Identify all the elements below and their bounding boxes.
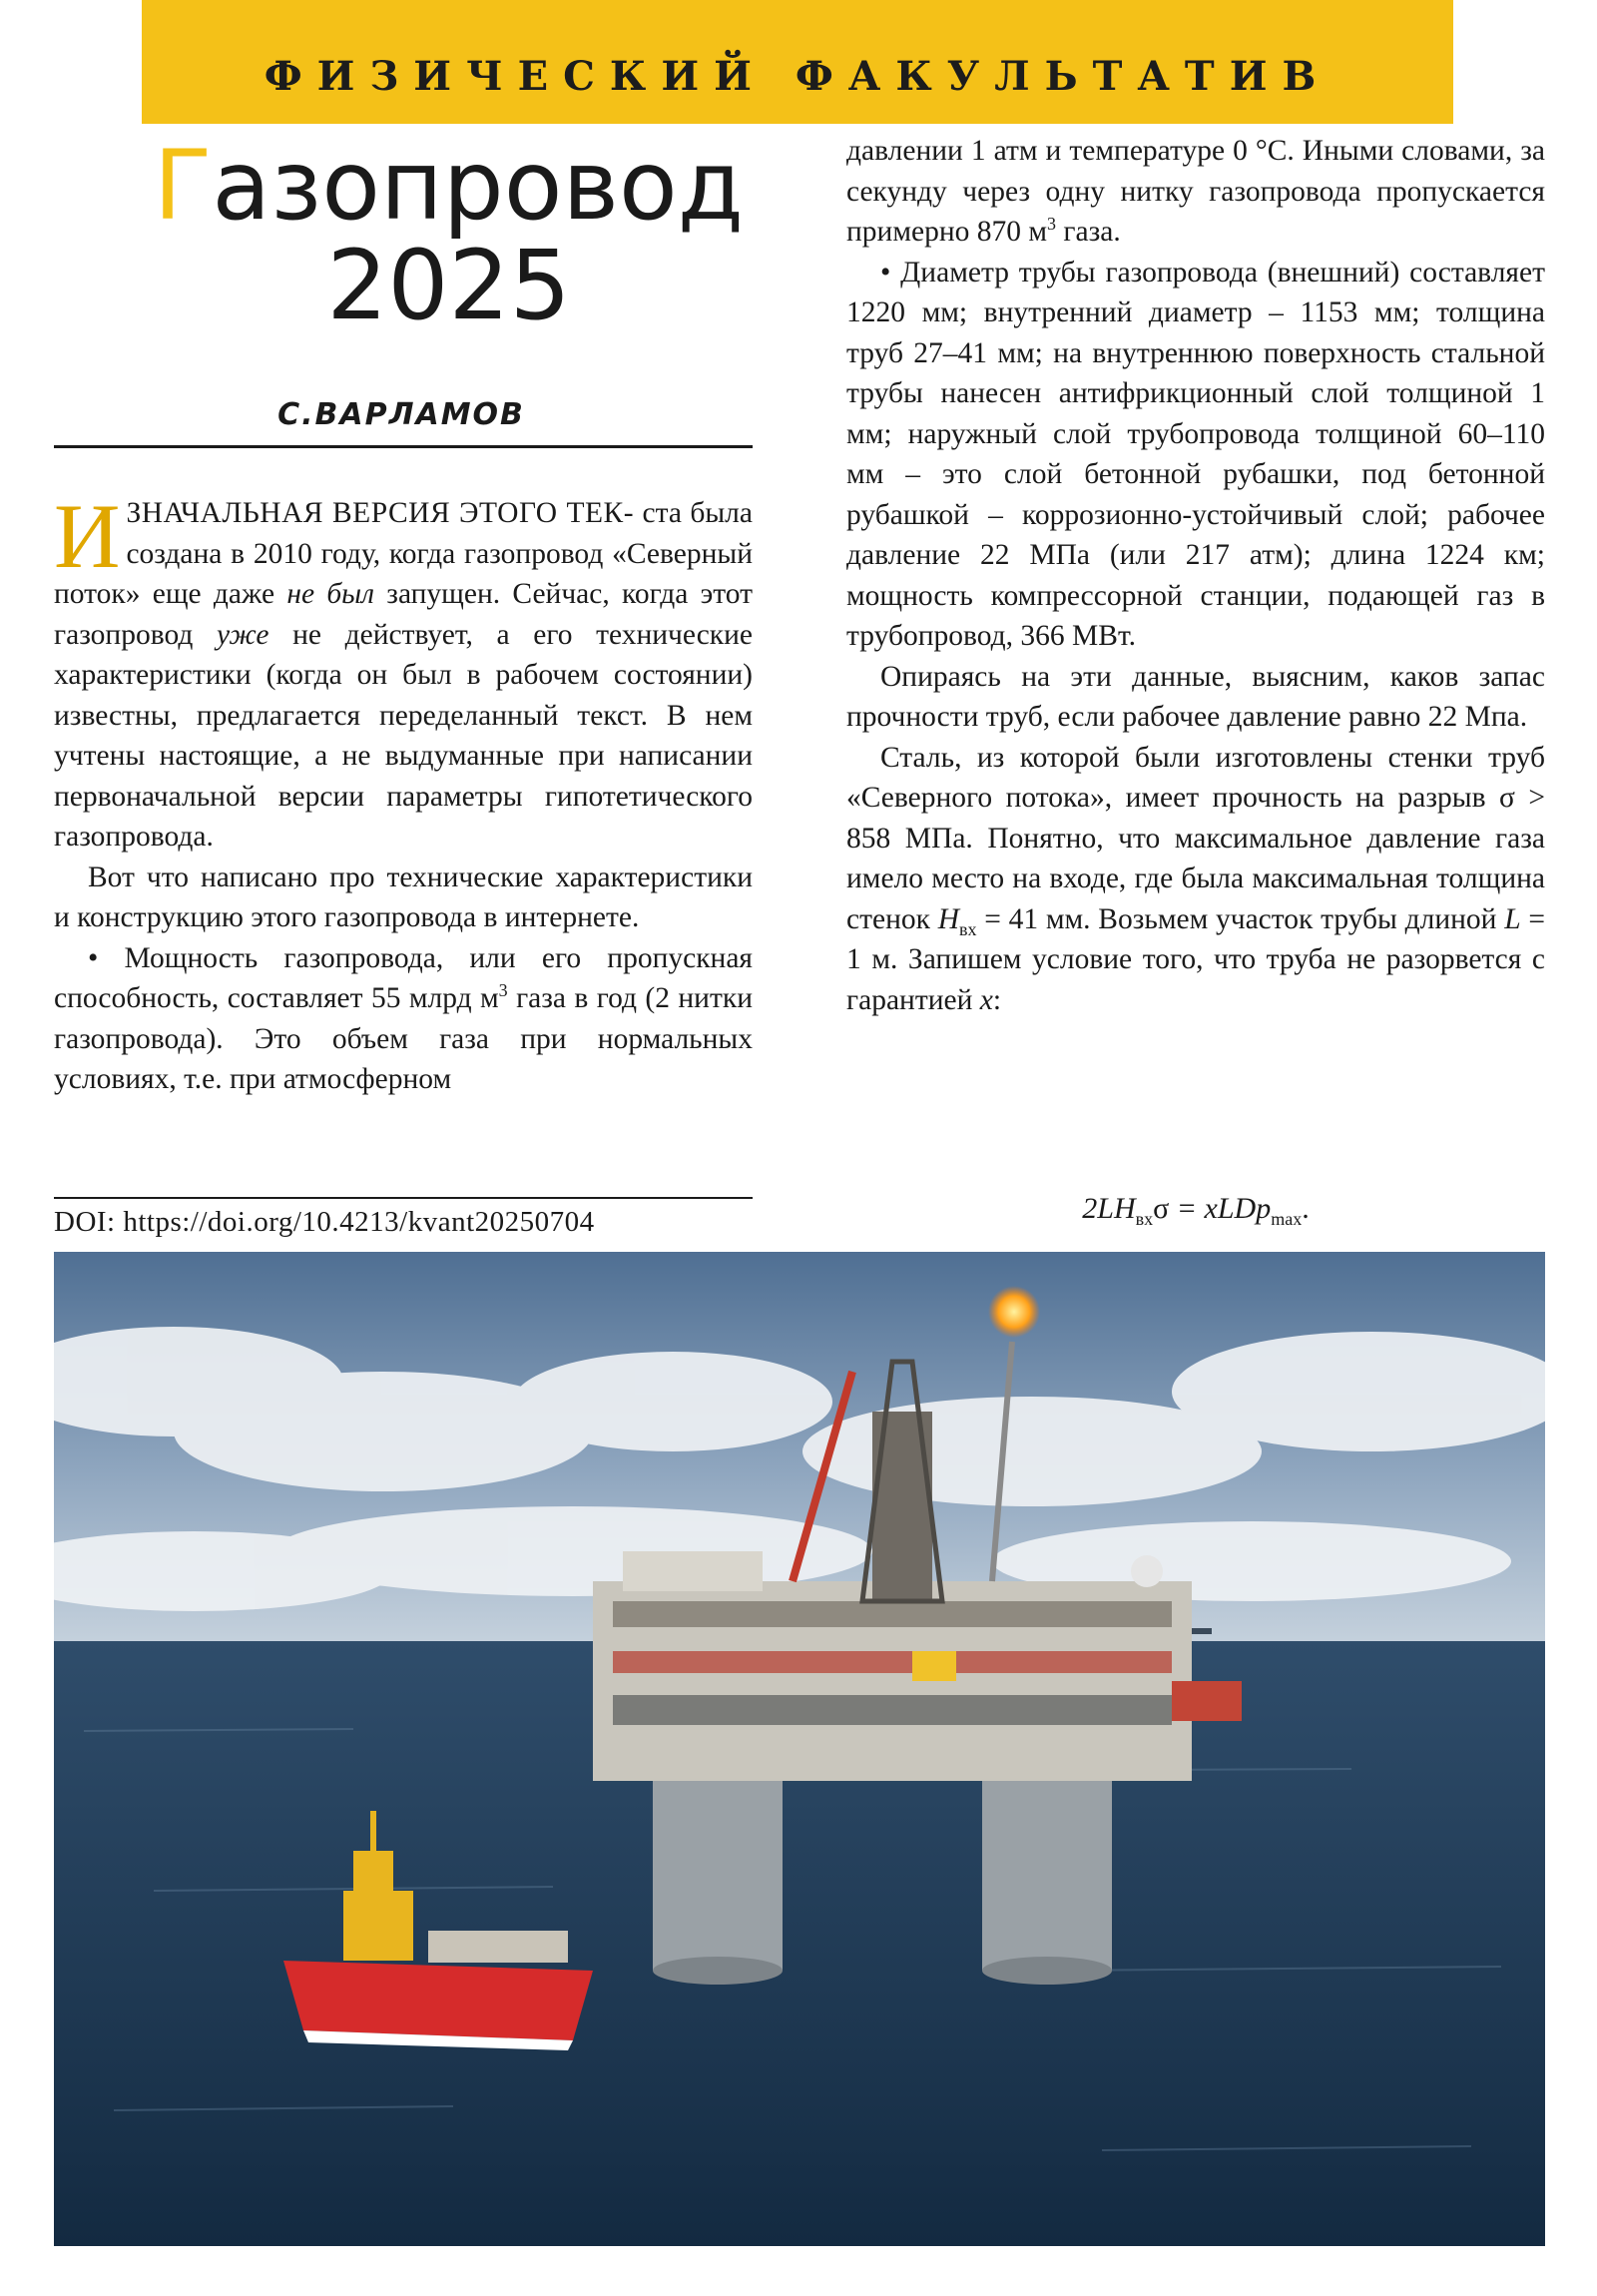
right-paragraph-2: • Диаметр трубы газопровода (внешний) составляет 1220 мм; внутренний диаметр – 1153 мм; толщина труб 27–41 мм; на внутреннюю поверхность стальной трубы нанесен антифрикционный слой толщиной 1 мм; наружный слой трубопровода толщиной 60–110 мм – это слой бетонной рубашки, под бетонной рубашкой – коррозионно-устойчивый слой; рабочее давление 22 МПа (или 217 атм); длина 1224 км; мощность компрессорной станции, подающей газ в трубопровод, 366 МВт.: [846, 256, 1545, 652]
doi-link[interactable]: DOI: https://doi.org/10.4213/kvant20250704: [54, 1206, 595, 1238]
title-word: азопровод: [212, 130, 745, 242]
rp4-L: L: [1504, 902, 1521, 935]
intro-text-c: не действует, а его технические характеристики (когда он был в рабочем состоянии) известны, предлагается переделанный текст. В нем учтены настоящие, а не выдуманные при написании первоначальной версии параметры гипотетического газопровода.: [54, 618, 753, 853]
right-paragraph-1: [846, 131, 1545, 253]
doi-rule: [54, 1197, 753, 1199]
intro-caps: ЗНАЧАЛЬНАЯ ВЕРСИЯ ЭТОГО ТЕК-: [126, 497, 635, 529]
intro-text-a: ста была создана в 2010 году, когда газопровод «Северный поток» еще даже: [54, 497, 753, 610]
rp1-text-b: газа.: [1056, 216, 1121, 248]
rp4-x: x: [979, 983, 993, 1016]
formula-sigma: σ: [1153, 1192, 1170, 1225]
p3-text-a: • Мощность газопровода, или его пропускная способность, составляет 55 млрд м: [54, 941, 753, 1014]
intro-em-1: не был: [286, 578, 375, 610]
title-year: 2025: [326, 230, 571, 341]
right-column: [846, 131, 1545, 1020]
article-title: [142, 130, 756, 341]
section-banner: [142, 0, 1453, 124]
intro-em-2: уже: [216, 618, 269, 651]
rp4-sub: вх: [959, 918, 977, 939]
paragraph-2: Вот что написано про технические характеристики и конструкцию этого газопровода в интернете.: [54, 861, 753, 933]
formula-sub-2: max: [1271, 1209, 1303, 1229]
rp4-text-a: Сталь, из которой были изготовлены стенки труб «Северного потока», имеет прочность на разрыв σ > 858 МПа. Понятно, что максимальное давление газа имело место на входе, где была максимальная толщина стенок: [846, 741, 1545, 935]
rp4-text-d: :: [992, 983, 1002, 1016]
author-rule: [54, 445, 753, 448]
drop-cap: И: [54, 485, 121, 587]
platform-photo: [54, 1252, 1545, 2246]
right-paragraph-4: [846, 738, 1545, 1021]
rp1-text-a: давлении 1 атм и температуре 0 °C. Иными словами, за секунду через одну нитку газопровода пропускается примерно 870 м: [846, 135, 1545, 248]
rp1-sup: 3: [1047, 214, 1057, 235]
title-initial: Г: [153, 130, 213, 242]
formula-c: .: [1302, 1192, 1310, 1225]
formula-b: = xLDp: [1169, 1192, 1272, 1225]
paragraph-3: [54, 938, 753, 1100]
section-title: ФИЗИЧЕСКИЙ ФАКУЛЬТАТИВ: [264, 52, 1331, 100]
rp4-text-b: = 41 мм. Возьмем участок трубы длиной: [976, 902, 1505, 935]
p3-sup: 3: [498, 980, 508, 1001]
rp4-text-c: = 1 м. Запишем условие того, что труба не разорвется с гарантией: [846, 902, 1545, 1016]
intro-text-b: запущен. Сейчас, когда этот газопровод: [54, 578, 753, 651]
formula-sub-1: вх: [1135, 1209, 1154, 1229]
author-name: С.ВАРЛАМОВ: [277, 397, 525, 432]
formula-a: 2LH: [1082, 1192, 1136, 1225]
formula: [846, 1192, 1545, 1229]
right-paragraph-3: Опираясь на эти данные, выясним, каков запас прочности труб, если рабочее давление равно 22 Мпа.: [846, 660, 1545, 733]
rp4-H: H: [937, 902, 959, 935]
intro-paragraph: [54, 485, 753, 858]
p3-text-b: газа в год (2 нитки газопровода). Это объем газа при нормальных условиях, т.е. при атмосферном: [54, 982, 753, 1095]
left-column: [54, 485, 753, 1100]
